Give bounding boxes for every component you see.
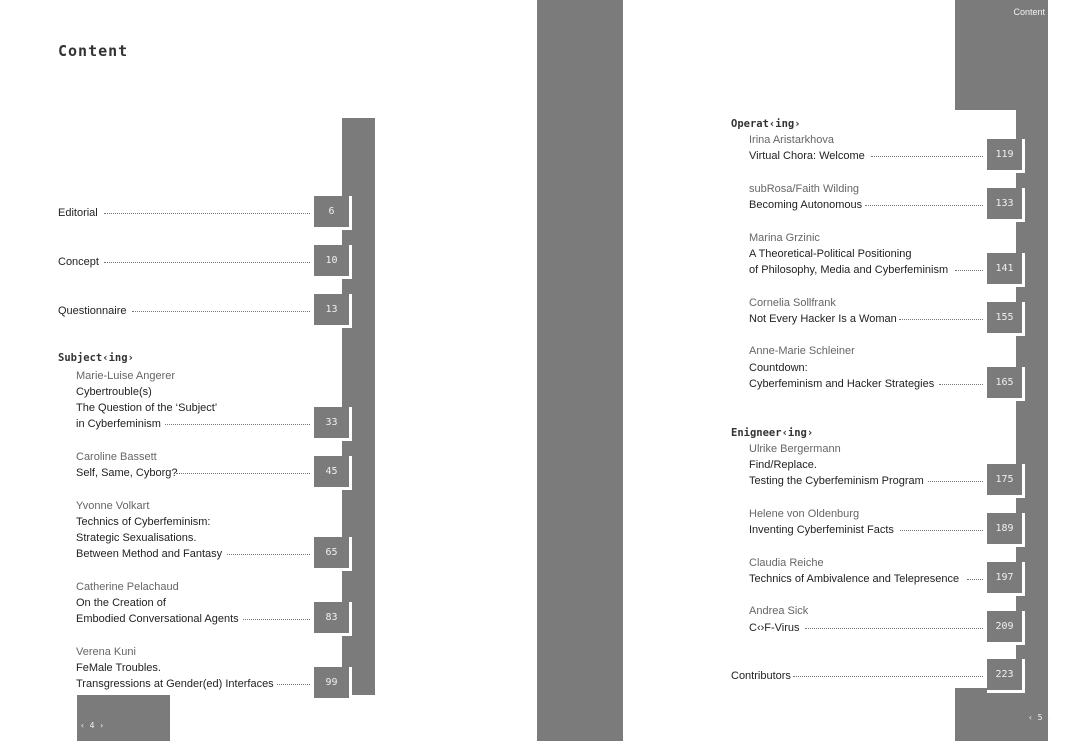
toc-title-line[interactable]: Transgressions at Gender(ed) Interfaces: [76, 678, 274, 690]
toc-author: Ulrike Bergermann: [749, 443, 841, 455]
page-number[interactable]: 209: [987, 611, 1025, 645]
toc-title[interactable]: Concept: [58, 256, 99, 268]
toc-title-line[interactable]: Strategic Sexualisations.: [76, 532, 197, 544]
leader-line: [939, 384, 983, 385]
toc-title-line[interactable]: of Philosophy, Media and Cyberfeminism: [749, 264, 949, 276]
toc-title-line[interactable]: Self, Same, Cyborg?: [76, 467, 178, 479]
toc-title-line[interactable]: Embodied Conversational Agents: [76, 613, 239, 625]
leader-line: [899, 319, 983, 320]
toc-author: Cornelia Sollfrank: [749, 297, 836, 309]
section-heading: Enigneer‹ing›: [731, 427, 814, 439]
leader-line: [928, 481, 983, 482]
toc-author: Yvonne Volkart: [76, 500, 150, 512]
gutter-band: [537, 0, 623, 741]
page-number[interactable]: 155: [987, 302, 1025, 336]
leader-line: [132, 311, 310, 312]
toc-title-line[interactable]: Countdown:: [749, 362, 808, 374]
page-number[interactable]: 10: [314, 245, 352, 279]
page-number[interactable]: 223: [987, 659, 1025, 693]
leader-line: [176, 473, 310, 474]
page-number[interactable]: 197: [987, 562, 1025, 596]
page-number[interactable]: 133: [987, 188, 1025, 222]
toc-title-line[interactable]: A Theoretical-Political Positioning: [749, 248, 912, 260]
toc-title-line[interactable]: C‹›F-Virus: [749, 622, 800, 634]
page-title: Content: [58, 42, 129, 60]
toc-title-line[interactable]: Not Every Hacker Is a Woman: [749, 313, 897, 325]
toc-author: Marina Grzinic: [749, 232, 820, 244]
toc-title[interactable]: Editorial: [58, 207, 98, 219]
toc-author: Andrea Sick: [749, 605, 809, 617]
toc-title-line[interactable]: On the Creation of: [76, 597, 166, 609]
toc-title-line[interactable]: Testing the Cyberfeminism Program: [749, 475, 924, 487]
toc-title-line[interactable]: Cyberfeminism and Hacker Strategies: [749, 378, 935, 390]
toc-author: Verena Kuni: [76, 646, 136, 658]
toc-title-line[interactable]: Cybertrouble(s): [76, 386, 152, 398]
toc-title-line[interactable]: Find/Replace.: [749, 459, 817, 471]
toc-title-line[interactable]: Inventing Cyberfeminist Facts: [749, 524, 894, 536]
folio-right: ‹ 5 ›: [1028, 713, 1053, 722]
toc-author: Claudia Reiche: [749, 557, 824, 569]
section-heading: Operat‹ing›: [731, 118, 801, 130]
toc-author: Irina Aristarkhova: [749, 134, 834, 146]
page-number[interactable]: 6: [314, 196, 352, 230]
page-number[interactable]: 189: [987, 513, 1025, 547]
toc-title-line[interactable]: Becoming Autonomous: [749, 199, 863, 211]
leader-line: [865, 205, 983, 206]
section-heading: Subject‹ing›: [58, 352, 134, 364]
toc-title-line[interactable]: Technics of Ambivalence and Telepresence: [749, 573, 960, 585]
page-number[interactable]: 65: [314, 537, 352, 571]
toc-title-line[interactable]: Between Method and Fantasy: [76, 548, 223, 560]
leader-line: [871, 156, 983, 157]
left-folio-block: [77, 695, 170, 741]
toc-author: Caroline Bassett: [76, 451, 157, 463]
folio-left: ‹ 4 ›: [80, 721, 105, 730]
page-number[interactable]: 83: [314, 602, 352, 636]
toc-author: subRosa/Faith Wilding: [749, 183, 860, 195]
leader-line: [955, 270, 983, 271]
leader-line: [243, 619, 310, 620]
running-header: Content: [1013, 7, 1045, 17]
page-number[interactable]: 119: [987, 139, 1025, 173]
toc-author: Catherine Pelachaud: [76, 581, 179, 593]
leader-line: [900, 530, 983, 531]
toc-author: Marie-Luise Angerer: [76, 370, 176, 382]
page-number[interactable]: 141: [987, 253, 1025, 287]
toc-title-line[interactable]: Virtual Chora: Welcome: [749, 150, 865, 162]
toc-title[interactable]: Questionnaire: [58, 305, 127, 317]
leader-line: [165, 424, 310, 425]
toc-title-line[interactable]: in Cyberfeminism: [76, 418, 161, 430]
page-number[interactable]: 165: [987, 367, 1025, 401]
toc-title-line[interactable]: The Question of the ‘Subject’: [76, 402, 218, 414]
toc-author: Helene von Oldenburg: [749, 508, 860, 520]
page-number[interactable]: 99: [314, 667, 352, 701]
leader-line: [104, 213, 310, 214]
leader-line: [104, 262, 310, 263]
leader-line: [967, 579, 983, 580]
toc-title-line[interactable]: FeMale Troubles.: [76, 662, 161, 674]
toc-title[interactable]: Contributors: [731, 670, 791, 682]
leader-line: [805, 628, 983, 629]
leader-line: [793, 676, 983, 677]
toc-author: Anne-Marie Schleiner: [749, 345, 855, 357]
page-number[interactable]: 175: [987, 464, 1025, 498]
page-number[interactable]: 13: [314, 294, 352, 328]
page-number[interactable]: 45: [314, 456, 352, 490]
leader-line: [227, 554, 310, 555]
leader-line: [277, 684, 310, 685]
toc-title-line[interactable]: Technics of Cyberfeminism:: [76, 516, 211, 528]
page-number[interactable]: 33: [314, 407, 352, 441]
